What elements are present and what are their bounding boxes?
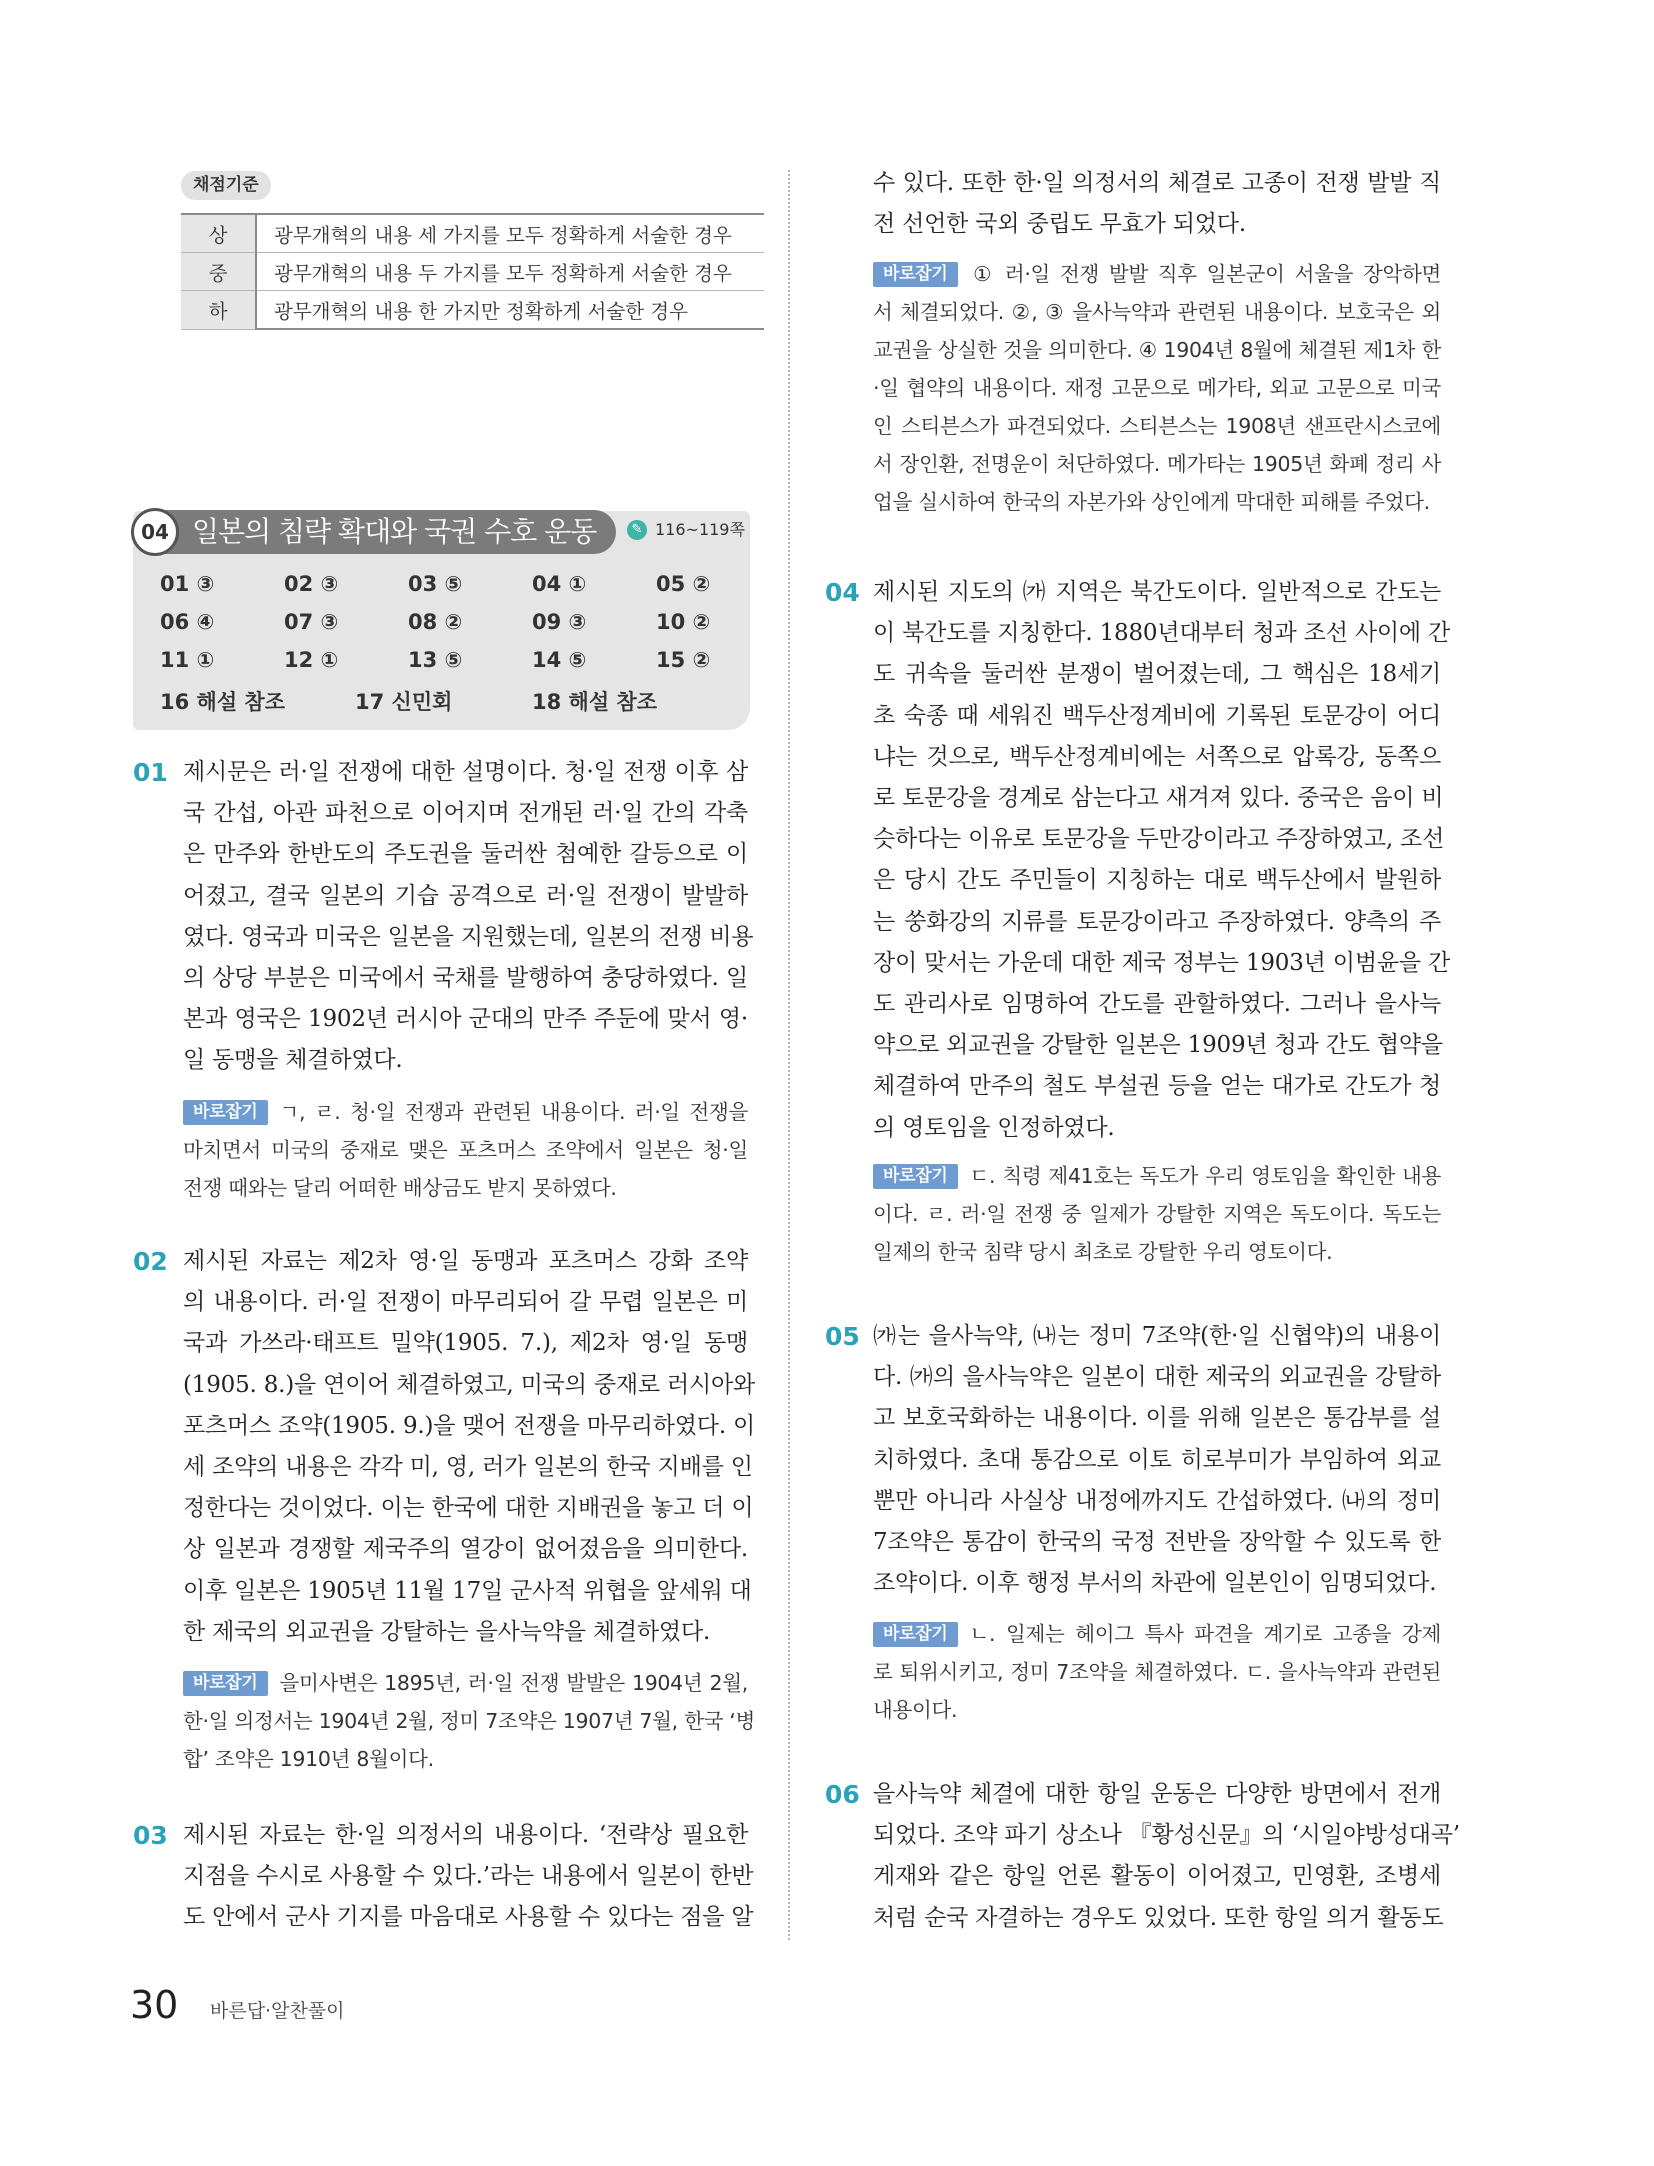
text-line: 포츠머스 조약(1905. 9.)을 맺어 전쟁을 마무리하였다. 이 [183,1412,756,1439]
answer-item: 03 ⑤ [408,572,463,596]
answer-item: 17 신민회 [355,690,453,714]
text-line: 의 상당 부분은 미국에서 국채를 발행하여 충당하였다. 일 [183,965,748,992]
correction-text: ㄷ. 칙령 제41호는 독도가 우리 영토임을 확인한 내용 [969,1164,1441,1188]
text-line: 고 보호국화하는 내용이다. 이를 위해 일본은 통감부를 설 [873,1405,1441,1432]
text-line: 내용이다. [873,1698,958,1722]
text-line: 처럼 순국 자결하는 경우도 있었다. 또한 항일 의거 활동도 [873,1904,1444,1931]
text-line: 어졌고, 결국 일본의 기습 공격으로 러·일 전쟁이 발발하 [183,882,748,909]
text-line: 이 북간도를 지칭한다. 1880년대부터 청과 조선 사이에 간 [873,620,1450,647]
question-number: 04 [825,578,860,607]
criteria-row [181,253,764,291]
text-line: 수 있다. 또한 한·일 의정서의 체결로 고종이 전쟁 발발 직 [873,170,1441,196]
answer-item: 04 ① [532,572,587,596]
text-line: ㈎는 을사늑약, ㈏는 정미 7조약(한·일 신협약)의 내용이 [873,1323,1441,1349]
correction-04 [873,1157,1441,1271]
explanation-02 [183,1241,756,1653]
text-line: 의 영토임을 인정하였다. [873,1114,1115,1141]
text-line: 의 내용이다. 러·일 전쟁이 마무리되어 갈 무렵 일본은 미 [183,1289,748,1316]
text-line: 7조약은 통감이 한국의 국정 전반을 장악할 수 있도록 한 [873,1529,1441,1556]
text-line: 제시된 자료는 한·일 의정서의 내용이다. ‘전략상 필요한 [183,1822,748,1848]
answer-item: 09 ③ [532,610,587,634]
correction-badge: 바로잡기 [873,262,958,287]
text-line: 은 당시 간도 주민들이 지칭하는 대로 백두산에서 발원하 [873,867,1441,894]
answer-item: 05 ② [656,572,711,596]
explanation-04 [873,572,1450,1149]
answer-item: 12 ① [284,648,339,672]
text-line: 전 선언한 국외 중립도 무효가 되었다. [873,211,1246,238]
text-line: 합’ 조약은 1910년 8월이다. [183,1747,434,1771]
correction-02 [183,1664,756,1778]
text-line: 도 안에서 군사 기지를 마음대로 사용할 수 있다는 점을 알 [183,1904,754,1931]
question-number: 06 [825,1780,860,1809]
text-line: 인 스티븐스가 파견되었다. 스티븐스는 1908년 샌프란시스코에 [873,414,1441,438]
answer-item: 08 ② [408,610,463,634]
criteria-text: 광무개혁의 내용 세 가지를 모두 정확하게 서술한 경우 [256,215,764,253]
text-line: 는 쑹화강의 지류를 토문강이라고 주장하였다. 양측의 주 [873,908,1441,935]
question-number: 01 [133,758,168,787]
text-line: 서 장인환, 전명운이 처단하였다. 메가타는 1905년 화폐 정리 사 [873,452,1441,476]
text-line: 상 일본과 경쟁할 제국주의 열강이 없어졌음을 의미한다. [183,1536,748,1563]
text-line: 초 숙종 때 세워진 백두산정계비에 기록된 토문강이 어디 [873,702,1441,729]
page-number: 30 [130,1983,179,2027]
correction-01 [183,1093,748,1207]
text-line: 일제의 한국 침략 당시 최초로 강탈한 우리 영토이다. [873,1240,1333,1264]
text-line: 교권을 상실한 것을 의미한다. ④ 1904년 8월에 체결된 제1차 한 [873,338,1441,362]
text-line [183,1664,748,1702]
correction-05 [873,1615,1441,1729]
correction-badge: 바로잡기 [183,1100,268,1125]
text-line: 이다. ㄹ. 러·일 전쟁 중 일제가 강탈한 지역은 독도이다. 독도는 [873,1202,1441,1226]
text-line: 뿐만 아니라 사실상 내정에까지도 간섭하였다. ㈏의 정미 [873,1487,1441,1514]
text-line: 서 체결되었다. ②, ③ 을사늑약과 관련된 내용이다. 보호국은 외 [873,300,1441,324]
answer-item: 07 ③ [284,610,339,634]
explanation-03-continued [873,163,1441,245]
text-line: 은 만주와 한반도의 주도권을 둘러싼 첨예한 갈등으로 이 [183,841,748,868]
text-line: 치하였다. 초대 통감으로 이토 히로부미가 부임하여 외교 [873,1446,1441,1473]
correction-text: ① 러·일 전쟁 발발 직후 일본군이 서울을 장악하면 [969,262,1441,286]
explanation-06 [873,1774,1460,1939]
section-number: 04 [131,508,179,556]
correction-badge: 바로잡기 [183,1671,268,1696]
book-title: 바른답·알찬풀이 [210,2000,345,2022]
page-ref: 116~119쪽 [655,520,745,539]
correction-text: ㄱ, ㄹ. 청·일 전쟁과 관련된 내용이다. 러·일 전쟁을 [279,1100,748,1124]
answer-item: 02 ③ [284,572,339,596]
text-line: 다. ㈎의 을사늑약은 일본이 대한 제국의 외교권을 강탈하 [873,1364,1441,1391]
text-line: 전쟁 때와는 달리 어떠한 배상금도 받지 못하였다. [183,1176,617,1200]
text-line: 제시문은 러·일 전쟁에 대한 설명이다. 청·일 전쟁 이후 삼 [183,759,748,785]
text-line: 지점을 수시로 사용할 수 있다.’라는 내용에서 일본이 한반 [183,1863,754,1890]
criteria-row [181,215,764,253]
text-line: 세 조약의 내용은 각각 미, 영, 러가 일본의 한국 지배를 인 [183,1454,753,1481]
criteria-table [181,213,764,330]
text-line: 로 토문강을 경계로 삼는다고 새겨져 있다. 중국은 음이 비 [873,785,1444,812]
question-number: 05 [825,1322,860,1351]
text-line: 한·일 의정서는 1904년 2월, 정미 7조약은 1907년 7월, 한국 ‘병 [183,1709,756,1733]
text-line: 이후 일본은 1905년 11월 17일 군사적 위협을 앞세워 대 [183,1577,752,1604]
text-line: 국과 가쓰라·태프트 밀약(1905. 7.), 제2차 영·일 동맹 [183,1330,748,1357]
answer-item: 01 ③ [160,572,215,596]
column-divider [788,170,790,1940]
criteria-text: 광무개혁의 내용 두 가지를 모두 정확하게 서술한 경우 [256,253,764,291]
answer-item: 15 ② [656,648,711,672]
correction-text: ㄴ. 일제는 헤이그 특사 파견을 계기로 고종을 강제 [969,1622,1441,1646]
text-line: 였다. 영국과 미국은 일본을 지원했는데, 일본의 전쟁 비용 [183,923,754,950]
answer-item: 14 ⑤ [532,648,587,672]
text-line: 본과 영국은 1902년 러시아 군대의 만주 주둔에 맞서 영· [183,1006,748,1033]
answer-item: 10 ② [656,610,711,634]
text-line: 게재와 같은 항일 언론 활동이 이어졌고, 민영환, 조병세 [873,1863,1441,1890]
answer-item: 18 해설 참조 [532,690,657,714]
text-line: ·일 협약의 내용이다. 재정 고문으로 메가타, 외교 고문으로 미국 [873,376,1441,400]
explanation-05 [873,1316,1441,1604]
criteria-level: 하 [181,291,256,330]
explanation-03 [183,1815,754,1939]
text-line: 약으로 외교권을 강탈한 일본은 1909년 청과 간도 협약을 [873,1032,1443,1059]
text-line: 업을 실시하여 한국의 자본가와 상인에게 막대한 피해를 주었다. [873,490,1430,514]
text-line: 냐는 것으로, 백두산정계비에는 서쪽으로 압록강, 동쪽으 [873,743,1441,770]
question-number: 02 [133,1247,168,1276]
text-line [873,1157,1441,1195]
text-line: 을사늑약 체결에 대한 항일 운동은 다양한 방면에서 전개 [873,1781,1441,1807]
text-line: 한 제국의 외교권을 강탈하는 을사늑약을 체결하였다. [183,1618,711,1645]
text-line: 국 간섭, 아관 파천으로 이어지며 전개된 러·일 간의 각축 [183,800,748,827]
text-line: 제시된 자료는 제2차 영·일 동맹과 포츠머스 강화 조약 [183,1248,748,1274]
criteria-rows [181,215,764,330]
answer-item: 11 ① [160,648,215,672]
text-line: 정한다는 것이었다. 이는 한국에 대한 지배권을 놓고 더 이 [183,1495,754,1522]
text-line: 제시된 지도의 ㈎ 지역은 북간도이다. 일반적으로 간도는 [873,579,1441,605]
answer-item: 16 해설 참조 [160,690,285,714]
answer-item: 06 ④ [160,610,215,634]
correction-03 [873,255,1441,521]
page-ref-icon: ✎ [627,520,647,540]
explanation-01 [183,752,754,1082]
criteria-row [181,291,764,330]
question-number: 03 [133,1821,168,1850]
correction-badge: 바로잡기 [873,1622,958,1647]
criteria-level: 중 [181,253,256,291]
text-line: 도 관리사로 임명하여 간도를 관할하였다. 그러나 을사늑 [873,991,1441,1018]
text-line: (1905. 8.)을 연이어 체결하였고, 미국의 중재로 러시아와 [183,1371,756,1398]
criteria-label: 채점기준 [181,171,271,200]
text-line: 마치면서 미국의 중재로 맺은 포츠머스 조약에서 일본은 청·일 [183,1138,748,1162]
correction-badge: 바로잡기 [873,1164,958,1189]
text-line: 조약이다. 이후 행정 부서의 차관에 일본인이 임명되었다. [873,1570,1437,1597]
text-line [183,1093,748,1131]
text-line: 장이 맞서는 가운데 대한 제국 정부는 1903년 이범윤을 간 [873,949,1450,976]
criteria-text: 광무개혁의 내용 한 가지만 정확하게 서술한 경우 [256,291,764,330]
correction-text: 을미사변은 1895년, 러·일 전쟁 발발은 1904년 2월, [279,1671,748,1695]
answer-item: 13 ⑤ [408,648,463,672]
criteria-level: 상 [181,215,256,253]
text-line: 되었다. 조약 파기 상소나 『황성신문』의 ‘시일야방성대곡’ [873,1822,1460,1849]
text-line [873,255,1441,293]
text-line: 체결하여 만주의 철도 부설권 등을 얻는 대가로 간도가 청 [873,1073,1441,1100]
text-line: 도 귀속을 둘러싼 분쟁이 벌어졌는데, 그 핵심은 18세기 [873,661,1441,688]
text-line: 슷하다는 이유로 토문강을 두만강이라고 주장하였고, 조선 [873,826,1445,853]
text-line: 일 동맹을 체결하였다. [183,1047,403,1074]
section-title: 일본의 침략 확대와 국권 수호 운동 [192,515,597,548]
text-line: 로 퇴위시키고, 정미 7조약을 체결하였다. ㄷ. 을사늑약과 관련된 [873,1660,1441,1684]
text-line [873,1615,1441,1653]
